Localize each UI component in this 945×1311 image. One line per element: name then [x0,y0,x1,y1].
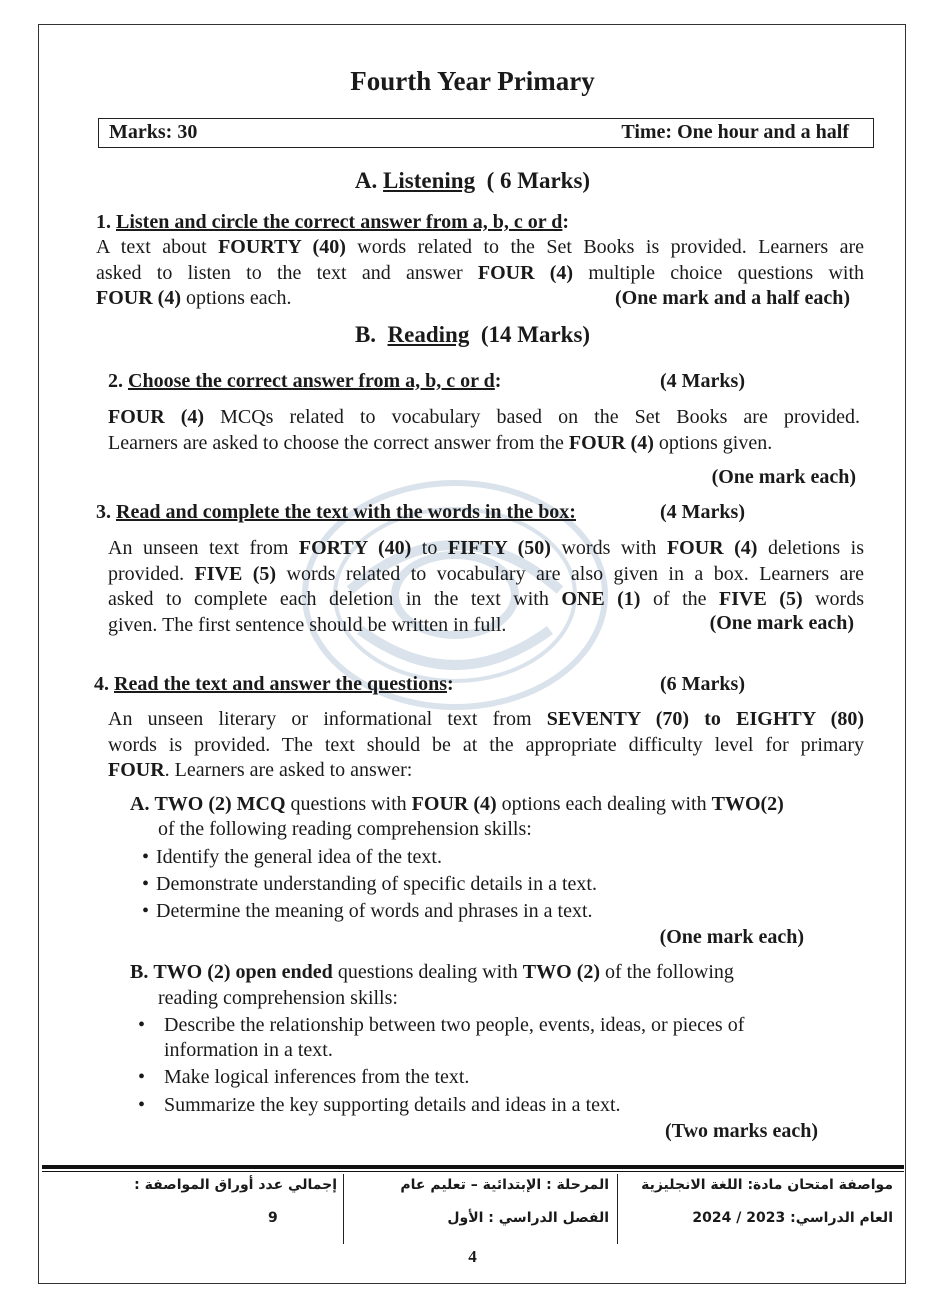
footer-spec-subject: مواصفة امتحان مادة: اللغة الانجليزية [641,1177,893,1193]
page-title: Fourth Year Primary [350,66,595,96]
marks-time-box [98,118,874,148]
q3-marks: (4 Marks) [660,501,745,523]
q4b-letter: B. [130,961,149,983]
q1-heading [96,211,569,234]
footer-academic-year: العام الدراسي: 2023 / 2024 [692,1210,893,1226]
q4a-bullet-item: • Demonstrate understanding of specific details in a text. [142,873,597,896]
q2-number: 2. [108,370,123,392]
q4b-bullet-item: • Summarize the key supporting details and ideas in a text. [138,1094,621,1116]
section-b-letter: B. [354,322,377,347]
q4b-bullet-item: • Describe the relationship between two people, events, ideas, or pieces of [138,1014,745,1036]
section-a-heading [0,168,945,194]
section-a-letter: A. [354,168,378,193]
footer-divider [343,1174,344,1244]
total-marks: Marks: 30 [109,121,198,143]
footer-term: الفصل الدراسي : الأول [447,1210,609,1226]
q1-line3: FOUR (4) options each. [96,287,292,309]
q4a-letter: A. [130,793,150,815]
q1-number: 1. [96,211,111,233]
footer-rule-thin [42,1171,904,1172]
q1-title: Listen and circle the correct answer from a, b, c or d [116,211,563,233]
q4b-bullet-item: • Make logical inferences from the text. [138,1066,470,1088]
q4b-line1: B. TWO (2) open ended questions dealing with TWO (2) of the following [130,961,734,983]
footer-total-pages-label: إجمالي عدد أوراق المواصفة : [134,1177,337,1193]
q3-heading [96,501,576,524]
section-b-name: Reading [387,322,470,347]
section-b-heading [0,322,945,348]
q4-title: Read the text and answer the questions [114,673,447,695]
q4-heading [94,673,454,696]
q2-marks: (4 Marks) [660,370,745,392]
q2-colon: : [494,370,502,392]
q1-colon: : [562,211,570,233]
page-number: 4 [468,1247,477,1266]
q4b-bullet-continuation: information in a text. [164,1039,333,1061]
section-a-marks: ( 6 Marks) [486,168,591,193]
q1-score: (One mark and a half each) [615,287,850,309]
q2-title: Choose the correct answer from a, b, c or d [128,370,495,392]
q4-line1: An unseen literary or informational text from SEVENTY (70) to EIGHTY (80) [108,708,864,730]
q3-line1: An unseen text from FORTY (40) to FIFTY (50) words with FOUR (4) deletions is [108,537,865,559]
q3-score: (One mark each) [709,612,854,634]
footer-stage: المرحلة : الإبتدائية – تعليم عام [400,1177,609,1193]
q3-line4: given. The first sentence should be written in full. [108,613,507,636]
q4b-line2: reading comprehension skills: [158,987,398,1009]
q4-line2: words is provided. The text should be at the appropriate difficulty level for primary [108,733,864,756]
section-a-name: Listening [383,168,476,193]
q3-line2: provided. FIVE (5) words related to vocabulary are also given in a box. Learners are [108,562,865,585]
q4-line3: FOUR. Learners are asked to answer: [108,759,413,781]
q3-title: Read and complete the text with the words in the box: [116,501,576,523]
q4a-line1: A. TWO (2) MCQ questions with FOUR (4) options each dealing with TWO(2) [130,793,784,815]
q2-score: (One mark each) [711,466,856,488]
q4-number: 4. [94,673,109,695]
footer-total-pages-value: 9 [268,1210,278,1226]
q2-line2: Learners are asked to choose the correct answer from the FOUR (4) options given. [108,431,773,454]
q2-line1: FOUR (4) MCQs related to vocabulary based on the Set Books are provided. [108,406,860,428]
q1-line2: asked to listen to the text and answer FOUR (4) multiple choice questions with [96,261,865,284]
q3-line3: asked to complete each deletion in the text with ONE (1) of the FIVE (5) words [108,588,864,610]
q4-marks: (6 Marks) [660,673,745,695]
q4a-bullet-item: • Identify the general idea of the text. [142,846,442,869]
q4-description [108,707,864,784]
q4b-score: (Two marks each) [665,1120,818,1142]
q2-heading [108,370,501,393]
section-b-marks: (14 Marks) [480,322,591,347]
q4a-score: (One mark each) [659,926,804,948]
q1-line1: A text about FOURTY (40) words related to the Set Books is provided. Learners are [96,236,865,258]
q2-description [108,405,860,456]
footer-rule-thick [42,1165,904,1169]
q3-number: 3. [96,501,111,523]
q4a-line2: of the following reading comprehension skills: [158,818,532,840]
footer-divider [617,1174,618,1244]
q4a-bullet-item: • Determine the meaning of words and phrases in a text. [142,900,593,923]
exam-time: Time: One hour and a half [621,121,849,143]
q4-colon: : [446,673,454,695]
